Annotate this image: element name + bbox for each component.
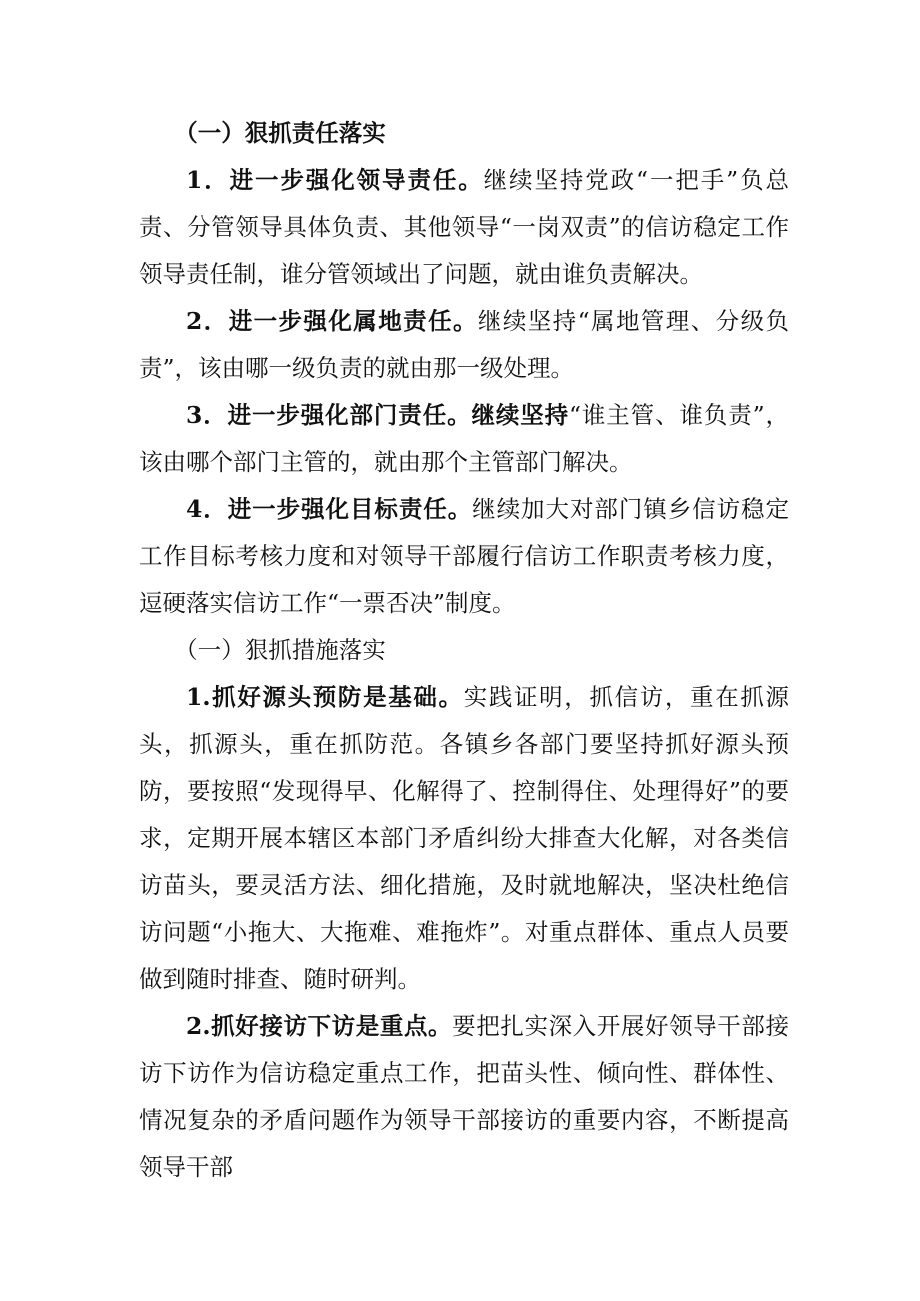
- paragraph-text: “谁主管、谁负责”，该由哪个部门主管的，就由那个主管部门解决。: [139, 401, 790, 476]
- paragraph-department-responsibility: [139, 392, 789, 486]
- paragraph-text: 要把扎实深入开展好领导干部接访下访作为信访稳定重点工作，把苗头性、倾向性、群体性、情况复杂的矛盾问题作为领导干部接访的重要内容，不断提高领导干部: [139, 1012, 790, 1181]
- paragraph-leadership-responsibility: [139, 157, 789, 298]
- paragraph-territorial-responsibility: [139, 298, 789, 392]
- paragraph-text: 继续坚持“属地管理、分级负责”，该由哪一级负责的就由那一级处理。: [139, 307, 789, 382]
- paragraph-lead: 3．进一步强化部门责任。继续坚持: [186, 401, 570, 429]
- paragraph-source-prevention: [139, 674, 789, 1003]
- paragraph-lead: 2.抓好接访下访是重点。: [186, 1012, 453, 1040]
- section-heading-measures: （一）狠抓措施落实: [174, 636, 386, 664]
- paragraph-petition-reception: [139, 1003, 789, 1191]
- paragraph-text: 实践证明，抓信访，重在抓源头，抓源头，重在抓防范。各镇乡各部门要坚持抓好源头预防，要按照“发现得早、化解得了、控制得住、处理得好”的要求，定期开展本辖区本部门矛盾纠纷大排查大化解，对各类信访苗头，要灵活方法、细化措施，及时就地解决，坚决杜绝信访问题“小拖大、大拖难、难拖炸”。对重点群体、重点人员要做到随时排查、随时研判。: [139, 683, 789, 993]
- section-heading-responsibility: （一）狠抓责任落实: [174, 119, 386, 147]
- paragraph-text: 继续坚持党政“一把手”负总责、分管领导具体负责、其他领导“一岗双责”的信访稳定工作领导责任制，谁分管领域出了问题，就由谁负责解决。: [139, 166, 789, 288]
- paragraph-lead: 1.抓好源头预防是基础。: [186, 683, 464, 711]
- paragraph-lead: 1．进一步强化领导责任。: [186, 166, 484, 194]
- paragraph-target-responsibility: [139, 486, 789, 627]
- paragraph-lead: 2．进一步强化属地责任。: [186, 307, 478, 335]
- paragraph-text: 继续加大对部门镇乡信访稳定工作目标考核力度和对领导干部履行信访工作职责考核力度，逗硬落实信访工作“一票否决”制度。: [139, 495, 789, 617]
- paragraph-lead: 4．进一步强化目标责任。: [186, 495, 473, 523]
